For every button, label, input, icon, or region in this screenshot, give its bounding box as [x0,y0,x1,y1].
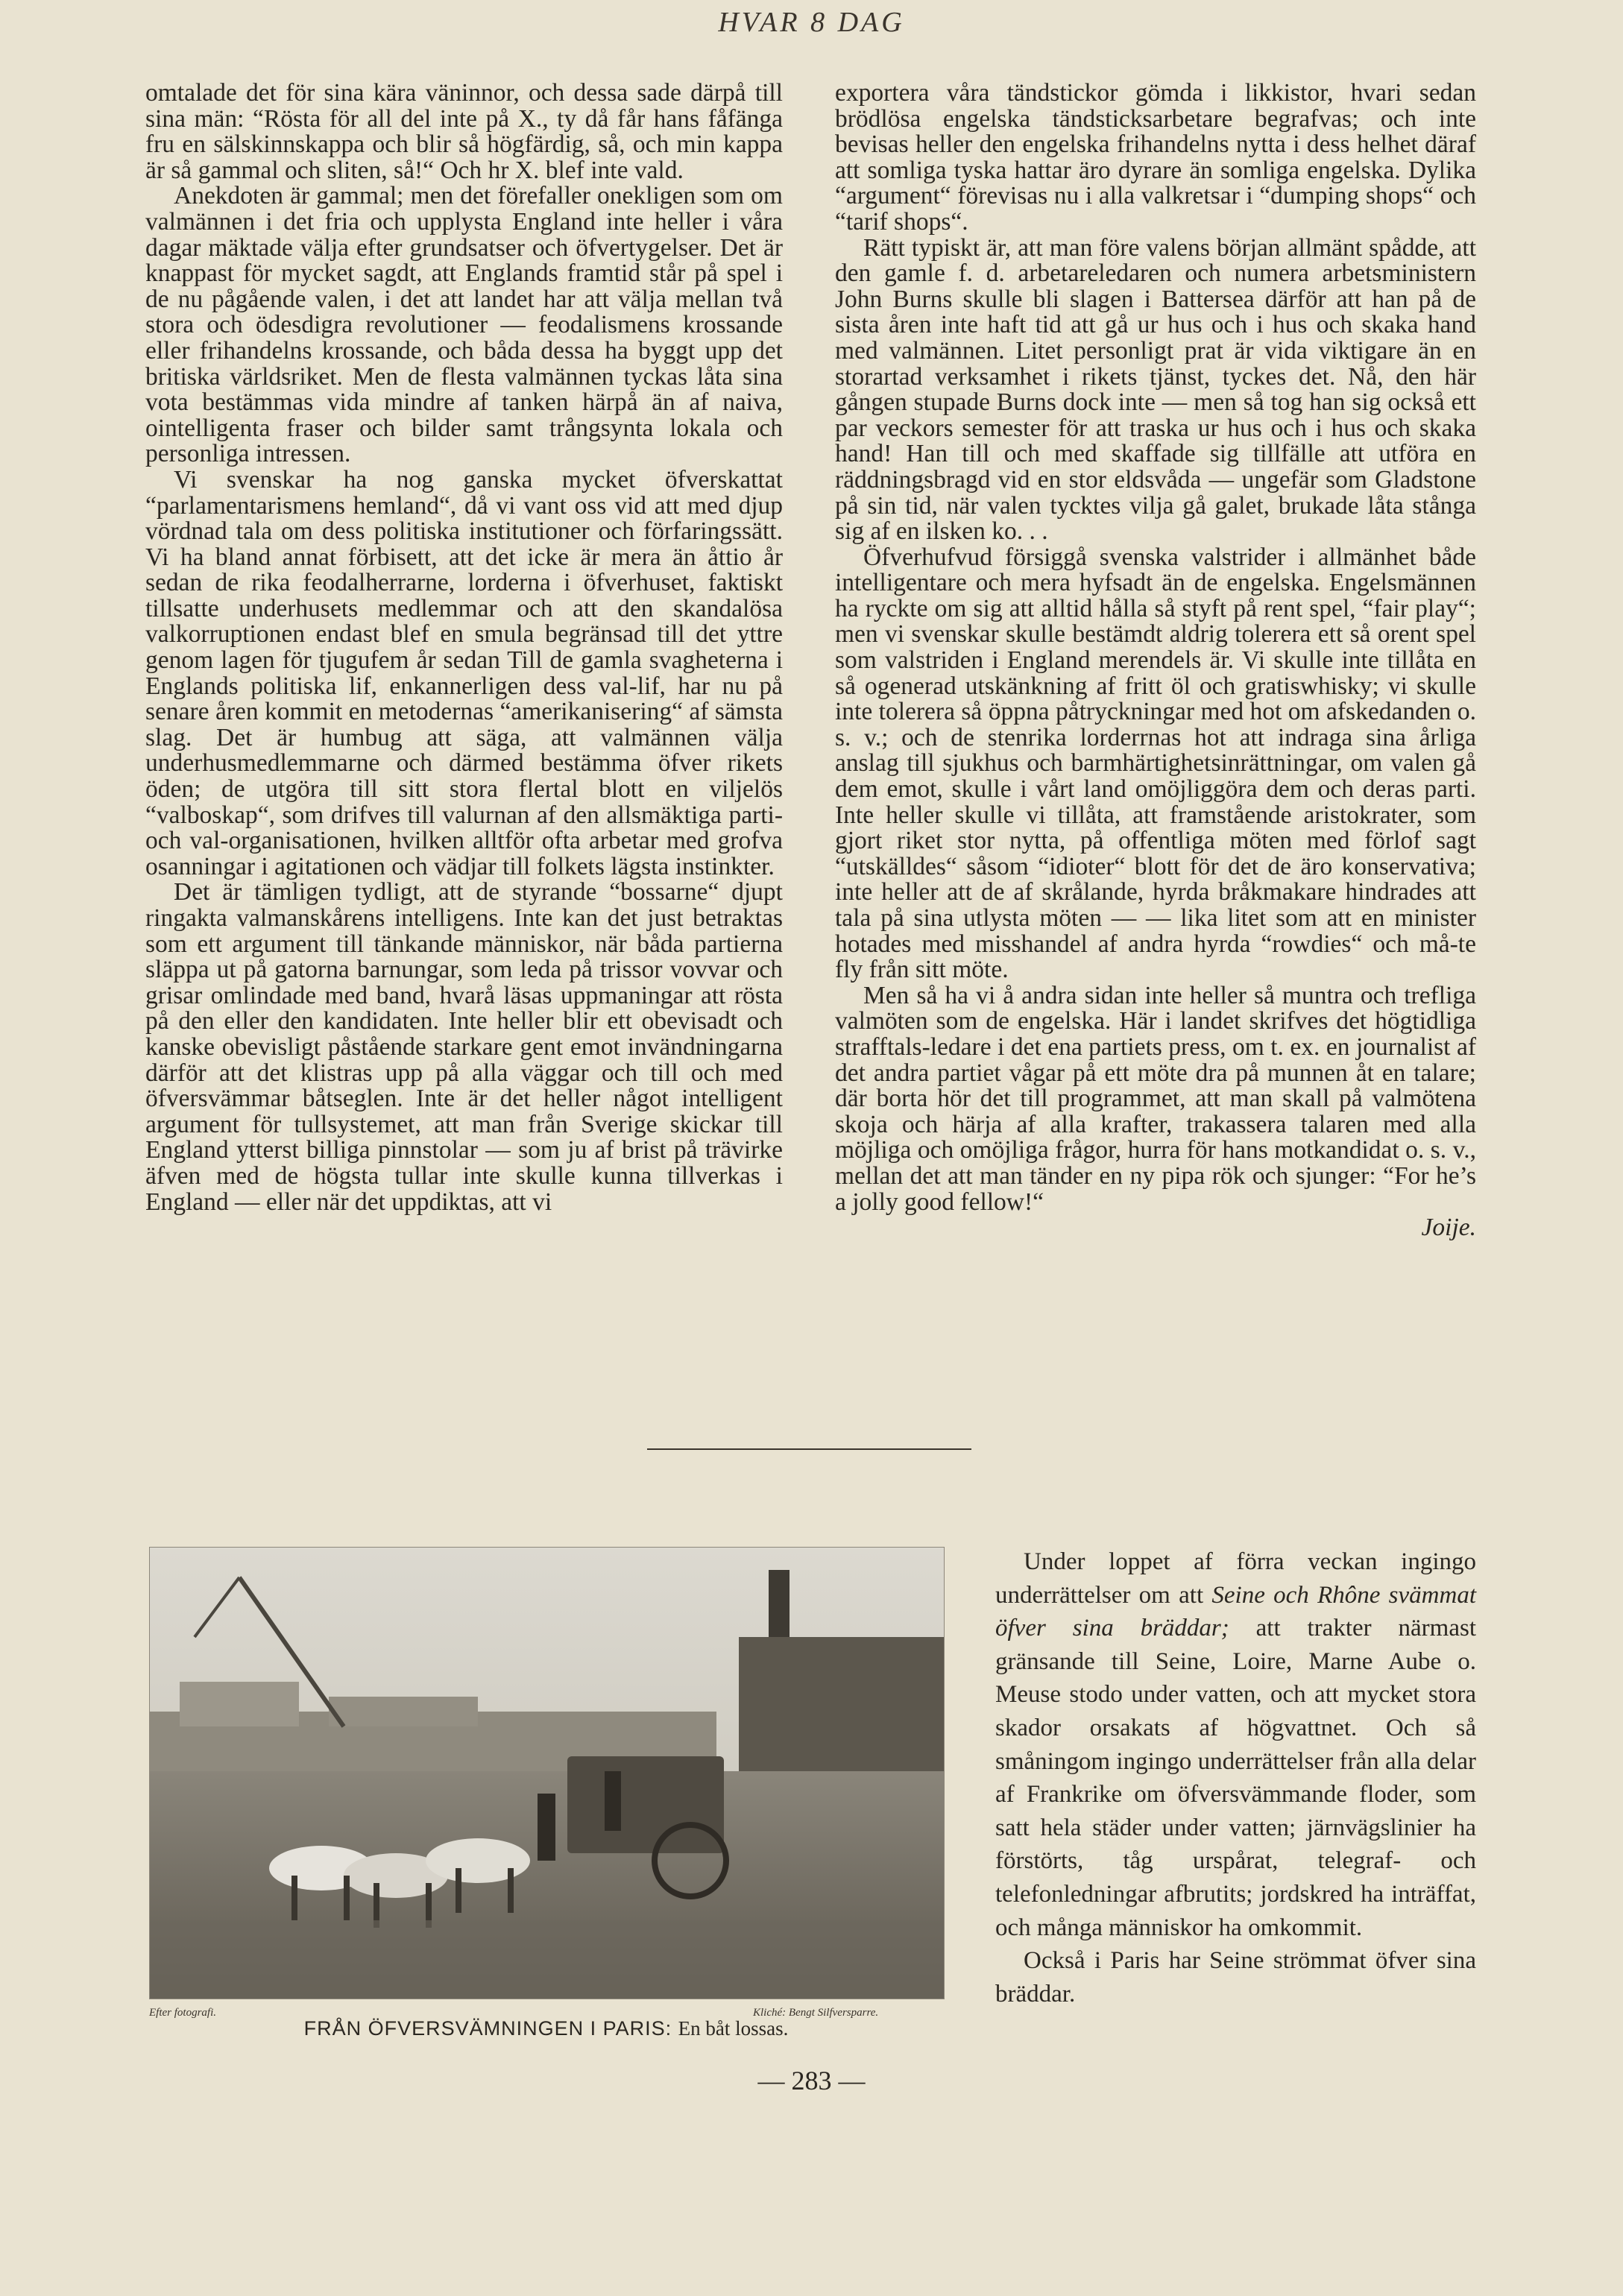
emphasis: Seine och Rhône svämmat öfver sina bräddar; [995,1581,1476,1642]
paragraph: Anekdoten är gammal; men det förefaller onekligen som om valmännen i det fria och upplysta England inte heller i våra dagar mäktade välja efter grundsatser och öfvertygelser. Det är knappast för mycket sagdt, att Englands framtid står på spel i de nu pågående valen, i det att landet har att välja mellan två stora och ödesdigra revolutioner — feodalismens krossande eller frihandelns krossande, och båda dessa ha byggt upp det britiska världsriket. Men de flesta valmännen tyckas låta sina vota bestämmas vida mindre af tanken härpå än af naiva, ointelligenta fraser och bilder samt trångsynta lokala och personliga intressen. [145,182,783,468]
photo-illustration [150,1548,944,1999]
paragraph: exportera våra tändstickor gömda i likkistor, hvari sedan brödlösa engelska tändsticksarbetare begrafvas; och inte bevisas heller den engelska frihandelns nytta i dess helhet däraf att somliga tyska hattar äro dyrare än somliga engelska. Dylika “argument“ förevisas nu i alla valkretsar i “dumping shops“ och “tarif shops“. [835,79,1476,236]
paragraph [995,1545,1476,1944]
paragraph: omtalade det för sina kära väninnor, och dessa sade därpå till sina män: “Rösta för all del inte på X., ty då får hans fåfänga fru en sälskinnskappa och blir så högfärdig, så, och min kappa är så gammal och sliten, så!“ Och hr X. blef inte vald. [145,79,783,184]
paragraph: Men så ha vi å andra sidan inte heller så muntra och trefliga valmöten som de engelska. Här i landet skrifves det högtidliga strafftals-ledare i det ena partiets press, om t. ex. en journalist af det andra partiet vågar på ett möte dra på munnen åt en talare; där borta hör det till programmet, att man skall på valmötena skoja och härja af alla krafter, trakassera talaren med alla möjliga och omöjliga frågor, hurra för hans motkandidat o. s. v., mellan det att man tänder en ny pipa rök och sjunger: “For he’s a jolly good fellow!“ [835,981,1476,1216]
paragraph: Rätt typiskt är, att man före valens början allmänt spådde, att den gamle f. d. arbetareledaren och numera arbetsministern John Burns skulle bli slagen i Battersea därför att han på de sista åren inte haft tid att gå ur hus och i hus och skaka hand med valmännen. Litet personligt prat är vida viktigare än en storartad verksamhet i rikets tjänst, tyckes det. Nå, den här gången stupade Burns dock inte — men så tog han sig också ett par veckors semester för att traska ur hus och i hus och skaka hand! Han till och med skaffade sig tillfälle att utföra en räddningsbragd vid en stor eldsvåda — ungefär som Gladstone på sin tid, när valen tycktes vilja gå galet, brukade låta stånga sig af en ilsken ko. . . [835,233,1476,546]
running-title: HVAR 8 DAG [718,7,905,38]
paragraph: Det är tämligen tydligt, att de styrande “bossarne“ djupt ringakta valmanskårens intelligens. Inte kan det just betraktas som ett argument till tänkande människor, när båda partierna släppa ut på gatorna barnungar, som leda på trissor vovvar och grisar omlindade med band, hvarå läsas uppmaningar att rösta på den eller den kandidaten. Inte heller blir ett obevisadt och kanske obevisligt påstående starkare gent emot invändningarna därför att det klistras upp på alla väggar och till och med öfversvämmar båtseglen. Inte är det heller något intelligent argument för tullsystemet, att man från Sverige skickar till England ytterst billiga pinnstolar — som ju af brist på trävirke äfven med de högsta tullar inte skulle kunna tillverkas i England — eller när det uppdiktas, att vi [145,878,783,1216]
side-news-column [995,1545,1476,2010]
paragraph: Öfverhufvud försiggå svenska valstrider i allmänhet både intelligentare och mera hyfsadt än de engelska. Engelsmännen ha ryckte om sig att alltid hålla så styft på rent spel, “fair play“; men vi svenskar skulle bestämdt aldrig tolerera ett så orent spel som valstriden i England merendels är. Vi skulle inte tillåta en så ogenerad utskänkning af fritt öl och gratiswhisky; vi skulle inte tolerera så öppna påtryckningar med hot om afskedanden o. s. v.; och de stenrika lorderrnas hot att indraga sina årliga anslag till sjukhus och barmhärtighetsinrättningar, om valen gå dem emot, skulle i vårt land omöjliggöra dem och deras parti. Inte heller skulle vi tillåta, att framstående aristokrater, som gjort riket stor nytta, på offentliga möten med förlof sagt “utskälldes“ såsom “idioter“ blott för det de äro konservativa; inte heller att de af skrålande, hyrda bråkmakare hindrades att tala på sina utlysta möten — — lika litet som att en minister hotades med misshandel af andra hyrda “rowdies“ och må-te fly från sitt möte. [835,543,1476,984]
flood-photograph [149,1547,945,1999]
caption-sub: En båt lossas. [678,2017,789,2040]
right-column [835,81,1476,1241]
paragraph: Vi svenskar ha nog ganska mycket öfverskattat “parlamentarismens hemland“, då vi vant oss vid att med djup vördnad tala om dess politiska institutioner och förfaringssätt. Vi ha bland annat förbisett, att det icke är mera än åttio år sedan de rika feodalherrarne, lorderna i öfverhuset, faktiskt tillsatte underhusets medlemmar och att den skandalösa valkorruptionen endast blef en smula begränsad till det yttre genom lagen för tjugufem år sedan Till de gamla svagheterna i Englands politiska lif, enkannerligen dess val-lif, har nu på senare åren kommit en metodernas “amerikanisering“ af sämsta slag. Det är humbug att säga, att valmännen välja underhusmedlemmarne och därmed bestämma öfver rikets öden; de utgöra till sitt stora flertal blott en viljelös “valboskap“, som drifves till valurnan af den allsmäktiga parti- och val-organisationen, hvilken alltför ofta arbetar med grofva osanningar i agitationen och vädjar till folkets lägsta instinkter. [145,465,783,880]
section-divider [647,1448,971,1450]
author-signature: Joije. [1421,1214,1476,1242]
left-column [145,81,783,1215]
paragraph: Också i Paris har Seine strömmat öfver sina bräddar. [995,1947,1476,2008]
text-run: att trakter närmast gränsande till Seine, Loire, Marne Aube o. Meuse stodo under vatten, och att mycket stora skador orsakats af högvattnet. Och så småningom ingingo underrättelser från alla delar af Frankrike om öfversvämmande floder, som satt hela städer under vatten; järnvägslinier ha förstörts, tåg urspårat, telegraf- och telefonledningar afbrutits; jordskred ha inträffat, och många människor ha omkommit. [995,1615,1476,1941]
engraving-credit: Kliché: Bengt Silfversparre. [753,2007,879,2019]
caption-main: FRÅN ÖFVERSVÄMNINGEN I PARIS: [303,2017,672,2040]
photo-credit: Efter fotografi. [149,2007,216,2019]
text-run: Under loppet af förra veckan ingingo underrättelser om att [995,1548,1476,1609]
page-number: — 283 — [757,2066,866,2095]
photo-caption [149,2017,943,2040]
